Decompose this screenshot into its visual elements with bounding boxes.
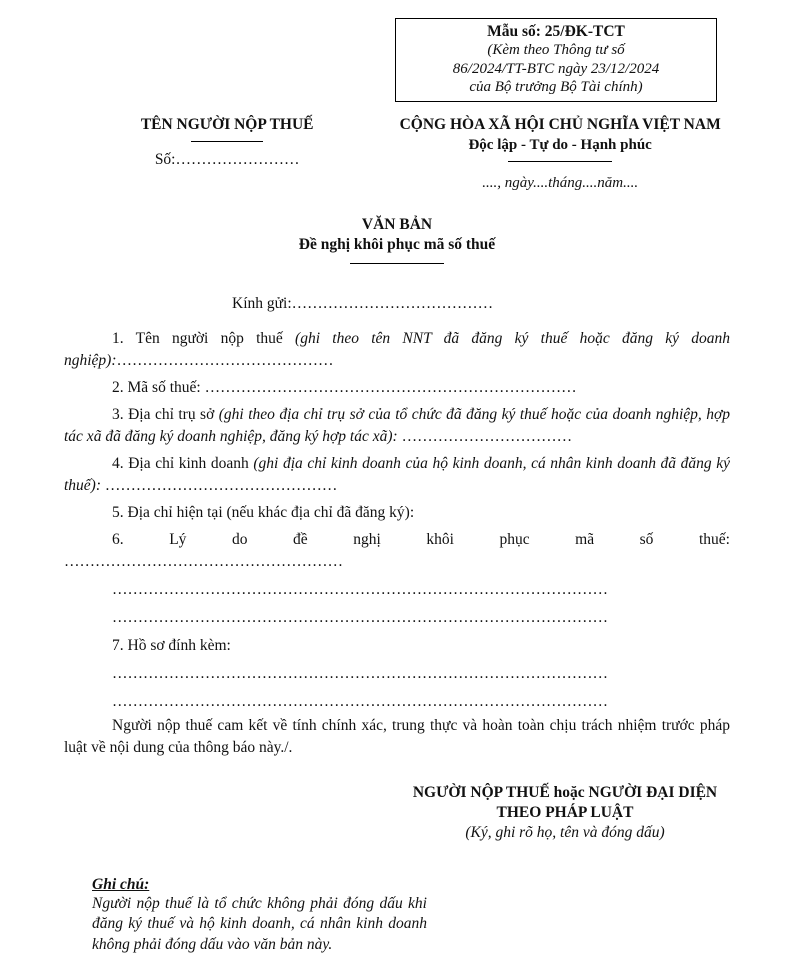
taxpayer-header bbox=[64, 116, 390, 192]
divider bbox=[350, 263, 444, 264]
item-3-label: 3. Địa chỉ trụ sở bbox=[112, 406, 219, 423]
national-motto: Độc lập - Tự do - Hạnh phúc bbox=[390, 137, 730, 154]
item-5-label: 5. Địa chỉ hiện tại (nếu khác địa chỉ đã đăng ký): bbox=[112, 504, 414, 521]
footnote-text: Người nộp thuế là tổ chức không phải đóng dấu khi đăng ký thuế và hộ kinh doanh, cá nhân kinh doanh không phải đóng dấu vào văn bản này. bbox=[92, 894, 427, 955]
form-item-1 bbox=[64, 328, 730, 372]
form-item-2 bbox=[64, 377, 730, 399]
date-line: ...., ngày....tháng....năm.... bbox=[390, 175, 730, 192]
item-7-label: 7. Hồ sơ đính kèm: bbox=[112, 637, 231, 654]
item-6-label: 6. Lý do đề nghị khôi phục mã số thuế: bbox=[112, 531, 730, 548]
divider bbox=[191, 141, 263, 142]
recipient-dots: ………………………………… bbox=[292, 295, 494, 312]
taxpayer-name-label: TÊN NGƯỜI NỘP THUẾ bbox=[64, 116, 390, 134]
document-number-line: Số:…………………… bbox=[64, 151, 390, 169]
form-ref-line-2: 86/2024/TT-BTC ngày 23/12/2024 bbox=[400, 60, 712, 79]
signature-block bbox=[400, 783, 730, 842]
form-ref-line-1: (Kèm theo Thông tư số bbox=[400, 41, 712, 60]
form-item-6 bbox=[64, 529, 730, 551]
form-item-4 bbox=[64, 453, 730, 497]
item-4-dots: ……………………………………… bbox=[105, 477, 338, 494]
national-title: CỘNG HÒA XÃ HỘI CHỦ NGHĨA VIỆT NAM bbox=[390, 116, 730, 134]
fill-line: …………………………………………………………………………………… bbox=[112, 607, 702, 629]
document-title-line-1: VĂN BẢN bbox=[64, 216, 730, 234]
document-header bbox=[64, 116, 730, 192]
item-6-dots: ……………………………………………… bbox=[64, 551, 456, 573]
form-number-box bbox=[395, 18, 717, 102]
item-1-note: (ghi theo tên NNT đã đăng ký thuế hoặc đăng ký doanh nghiệp): bbox=[64, 330, 730, 369]
item-4-label: 4. Địa chỉ kinh doanh bbox=[112, 455, 253, 472]
form-item-5 bbox=[64, 502, 730, 524]
item-1-label: 1. Tên người nộp thuế bbox=[112, 330, 295, 347]
form-number: Mẫu số: 25/ĐK-TCT bbox=[400, 22, 712, 41]
form-item-3 bbox=[64, 404, 730, 448]
national-header bbox=[390, 116, 730, 192]
document-title bbox=[64, 216, 730, 264]
footnote-block bbox=[92, 876, 427, 955]
recipient-line bbox=[64, 295, 730, 313]
commitment-paragraph: Người nộp thuế cam kết về tính chính xác, trung thực và hoàn toàn chịu trách nhiệm trước pháp luật về nội dung của thông báo này./. bbox=[64, 715, 730, 759]
item-1-dots: …………………………………… bbox=[117, 352, 334, 369]
footnote-label: Ghi chú: bbox=[92, 876, 427, 894]
divider bbox=[508, 161, 612, 162]
fill-line: …………………………………………………………………………………… bbox=[112, 663, 702, 685]
item-4-note: (ghi địa chỉ kinh doanh của hộ kinh doanh, cá nhân kinh doanh đã đăng ký thuế): bbox=[64, 455, 730, 494]
fill-line: …………………………………………………………………………………… bbox=[112, 691, 702, 713]
form-item-7 bbox=[64, 635, 730, 657]
item-2-label: 2. Mã số thuế: bbox=[112, 379, 205, 396]
recipient-label: Kính gửi: bbox=[232, 295, 292, 312]
document-title-line-2: Đề nghị khôi phục mã số thuế bbox=[64, 236, 730, 254]
item-3-dots: …………………………… bbox=[402, 428, 573, 445]
signature-instruction: (Ký, ghi rõ họ, tên và đóng dấu) bbox=[400, 824, 730, 842]
signature-title: NGƯỜI NỘP THUẾ hoặc NGƯỜI ĐẠI DIỆN THEO PHÁP LUẬT bbox=[400, 783, 730, 823]
item-2-dots: ……………………………………………………………… bbox=[205, 379, 577, 396]
fill-line: …………………………………………………………………………………… bbox=[112, 579, 702, 601]
form-ref-line-3: của Bộ trưởng Bộ Tài chính) bbox=[400, 78, 712, 97]
item-3-note: (ghi theo địa chỉ trụ sở của tổ chức đã đăng ký thuế hoặc của doanh nghiệp, hợp tác xã đã đăng ký doanh nghiệp, đăng ký hợp tác xã): bbox=[64, 406, 730, 445]
